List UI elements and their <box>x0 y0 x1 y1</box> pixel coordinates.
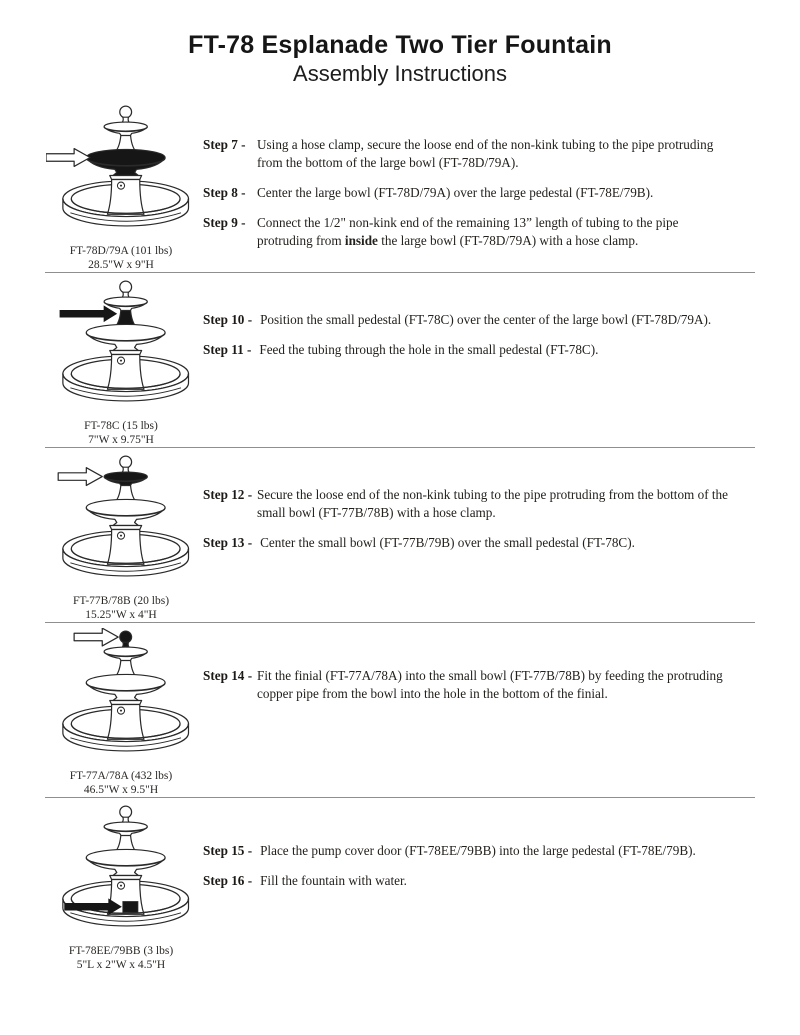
pointer-arrow-icon <box>58 468 102 486</box>
large-pedestal-part <box>107 526 144 565</box>
steps-column <box>197 798 755 972</box>
part-caption <box>45 769 197 797</box>
step-text: Connect the 1/2" non-kink end of the remaining 13” length of tubing to the pipe protruding from inside the large bowl (FT-78D/79A) with a hose clamp. <box>257 215 679 248</box>
small-bowl-part <box>104 472 147 485</box>
assembly-step <box>203 872 729 890</box>
steps-column <box>197 623 755 797</box>
assembly-step <box>203 842 729 860</box>
steps-column <box>197 448 755 622</box>
instruction-section <box>45 98 755 273</box>
assembly-step <box>203 534 729 552</box>
fountain-diagram <box>46 103 196 242</box>
large-bowl-part <box>86 849 165 875</box>
pointer-arrow-icon <box>74 628 118 646</box>
part-dimensions: 7"W x 9.75"H <box>88 434 154 446</box>
step-text: Center the small bowl (FT-77B/79B) over the small pedestal (FT-78C). <box>260 535 635 550</box>
part-label: FT-77A/78A (432 lbs) <box>69 770 173 782</box>
fountain-diagram <box>46 628 196 767</box>
figure-column <box>45 798 197 972</box>
steps-column <box>197 98 755 272</box>
large-pedestal-part <box>107 176 144 215</box>
step-label: Step 7 - <box>203 137 246 152</box>
instruction-section <box>45 798 755 972</box>
instruction-section <box>45 623 755 798</box>
small-bowl-part <box>104 122 147 135</box>
steps-column <box>197 273 755 447</box>
document-header <box>45 0 755 98</box>
step-text: Feed the tubing through the hole in the small pedestal (FT-78C). <box>259 342 599 357</box>
step-label: Step 12 - <box>203 487 253 502</box>
assembly-step <box>203 184 729 202</box>
part-label: FT-78EE/79BB (3 lbs) <box>68 945 174 957</box>
large-bowl-part <box>86 149 165 175</box>
large-bowl-part <box>86 674 165 700</box>
large-pedestal-part <box>107 701 144 740</box>
step-label: Step 11 - <box>203 342 252 357</box>
instruction-section <box>45 273 755 448</box>
figure-column <box>45 448 197 622</box>
document-subtitle: Assembly Instructions <box>293 61 507 86</box>
small-bowl-part <box>104 297 147 310</box>
step-text: Position the small pedestal (FT-78C) over the center of the large bowl (FT-78D/79A). <box>260 312 712 327</box>
step-label: Step 15 - <box>203 843 253 858</box>
step-label: Step 13 - <box>203 535 253 550</box>
part-dimensions: 15.25"W x 4"H <box>85 609 157 621</box>
small-bowl-part <box>104 647 147 660</box>
fountain-diagram <box>46 803 196 942</box>
sections <box>45 98 755 972</box>
fountain-diagram <box>46 453 196 592</box>
pump-door-part <box>123 902 138 913</box>
part-dimensions: 5"L x 2"W x 4.5"H <box>76 959 166 971</box>
large-bowl-part <box>86 324 165 350</box>
step-label: Step 14 - <box>203 668 253 683</box>
part-caption <box>45 244 197 272</box>
step-text: Fit the finial (FT-77A/78A) into the small bowl (FT-77B/78B) by feeding the protruding copper pipe from the bowl into the hole in the bottom of the finial. <box>257 668 723 701</box>
part-caption <box>45 419 197 447</box>
assembly-step <box>203 667 729 703</box>
assembly-step <box>203 136 729 172</box>
figure-column <box>45 623 197 797</box>
part-caption <box>45 944 197 972</box>
part-dimensions: 46.5"W x 9.5"H <box>83 784 159 796</box>
document-title: FT-78 Esplanade Two Tier Fountain <box>188 31 612 59</box>
step-text: Center the large bowl (FT-78D/79A) over the large pedestal (FT-78E/79B). <box>257 185 654 200</box>
fountain-diagram <box>46 278 196 417</box>
step-text: Using a hose clamp, secure the loose end of the non-kink tubing to the pipe protruding from the bottom of the large bowl (FT-78D/79A). <box>257 137 714 170</box>
step-label: Step 10 - <box>203 312 253 327</box>
figure-column <box>45 273 197 447</box>
step-label: Step 8 - <box>203 185 246 200</box>
part-dimensions: 28.5"W x 9"H <box>88 259 154 271</box>
part-caption <box>45 594 197 622</box>
assembly-step <box>203 341 729 359</box>
part-label: FT-78D/79A (101 lbs) <box>69 245 173 257</box>
pointer-arrow-icon <box>60 306 116 321</box>
step-label: Step 16 - <box>203 873 253 888</box>
assembly-step <box>203 311 729 329</box>
figure-column <box>45 98 197 272</box>
small-bowl-part <box>104 822 147 835</box>
large-pedestal-part <box>107 351 144 390</box>
pointer-arrow-icon <box>46 149 90 167</box>
part-label: FT-78C (15 lbs) <box>84 420 158 432</box>
assembly-step <box>203 486 729 522</box>
step-label: Step 9 - <box>203 215 246 230</box>
step-text: Fill the fountain with water. <box>260 873 407 888</box>
step-text: Place the pump cover door (FT-78EE/79BB) into the large pedestal (FT-78E/79B). <box>260 843 696 858</box>
large-bowl-part <box>86 499 165 525</box>
part-label: FT-77B/78B (20 lbs) <box>72 595 170 607</box>
instruction-section <box>45 448 755 623</box>
step-text: Secure the loose end of the non-kink tubing to the pipe protruding from the bottom of the small bowl (FT-77B/78B) with a hose clamp. <box>257 487 728 520</box>
assembly-step <box>203 214 729 250</box>
